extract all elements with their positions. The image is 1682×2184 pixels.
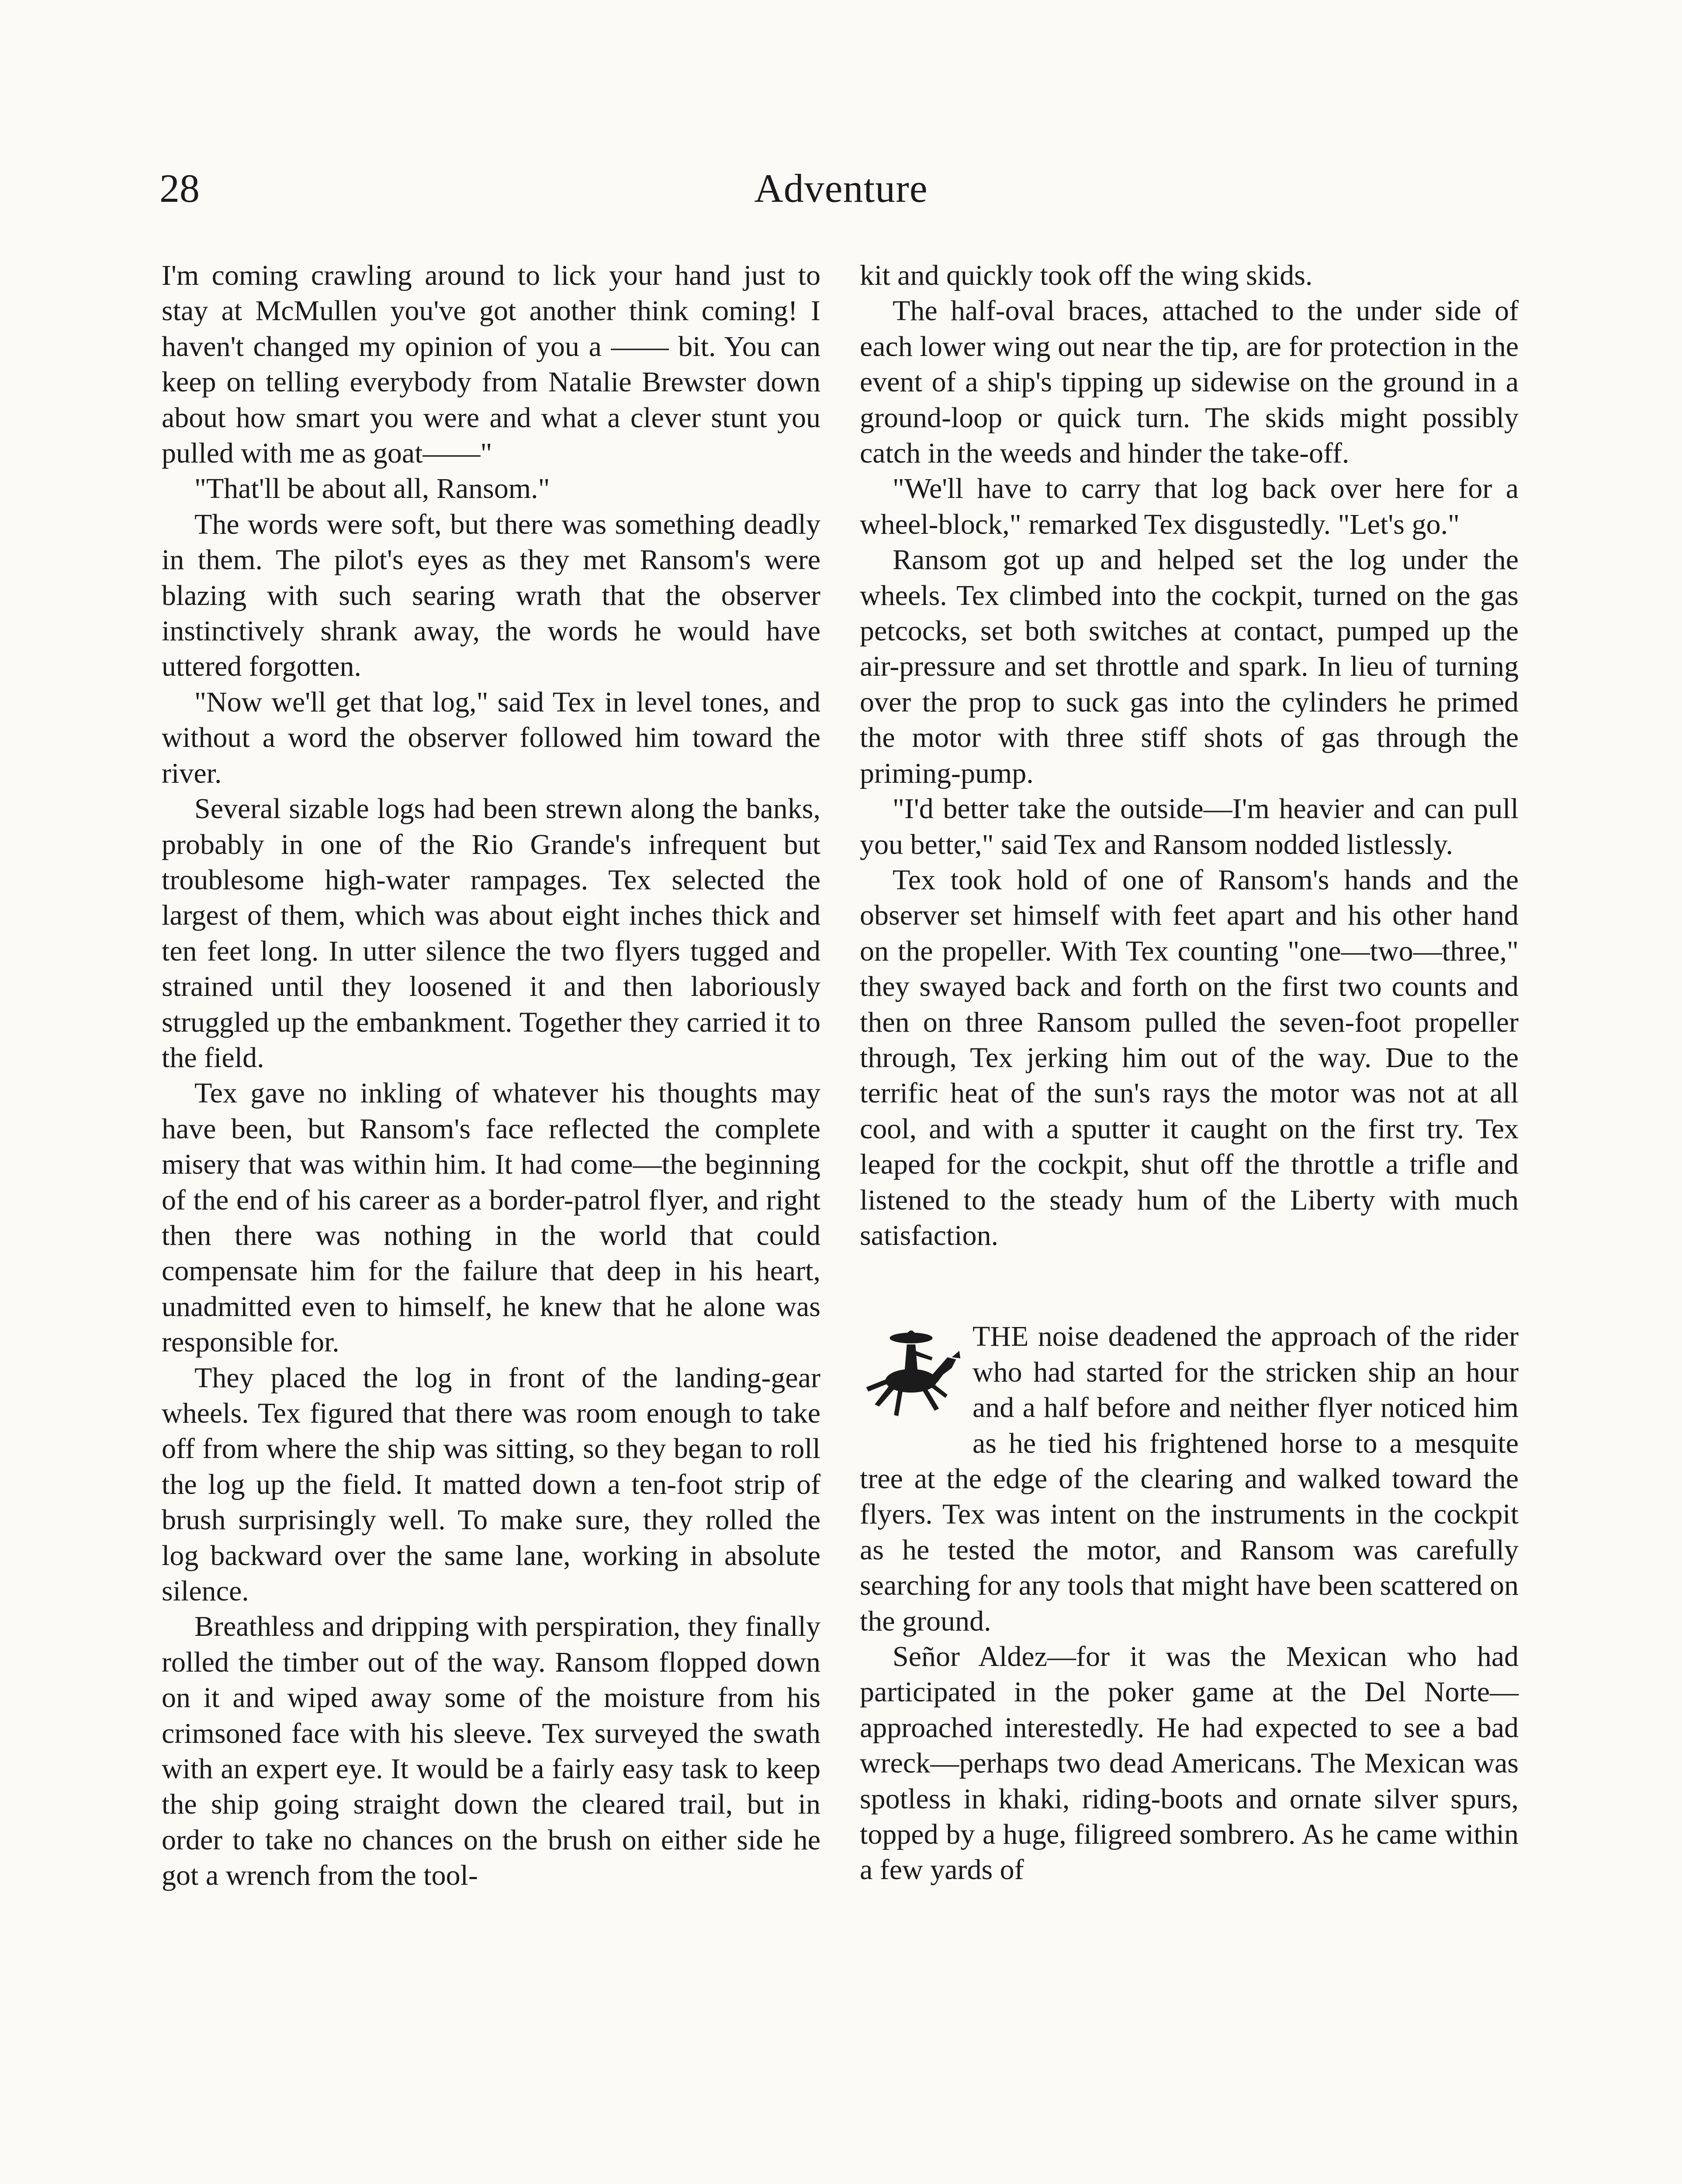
paragraph: Tex gave no inkling of whatever his thoughts may have been, but Ransom's face reflected the complete misery that was within him. It had come—the beginning of the end of his career as a border-patrol flyer, and right then there was nothing in the world that could compensate him for the failure that deep in his heart, unadmitted even to himself, he knew that he alone was responsible for.: [162, 1077, 820, 1358]
paragraph: kit and quickly took off the wing skids.: [860, 259, 1313, 291]
left-column: [162, 258, 820, 1894]
paragraph: Breathless and dripping with perspiration, they finally rolled the timber out of the way. Ransom flopped down on it and wiped away some of the moisture from his crimsoned face with his sleeve. Tex surveyed the swath with an expert eye. It would be a fairly easy task to keep the ship going straight down the cleared trail, but in order to take no chances on the brush on either side he got a wrench from the tool-: [162, 1610, 820, 1892]
horse-rider-vignette-icon: [858, 1319, 965, 1430]
section-break: [860, 1253, 1519, 1319]
paragraph: They placed the log in front of the landing-gear wheels. Tex figured that there was room enough to take off from where the ship was sitting, so they began to roll the log up the field. It matted down a ten-foot strip of brush surprisingly well. To make sure, they rolled the log backward over the same lane, working in absolute silence.: [162, 1362, 820, 1607]
paragraph: "That'll be about all, Ransom.": [194, 473, 550, 505]
paragraph: Señor Aldez—for it was the Mexican who had participated in the poker game at the Del Norte—approached interestedly. He had expected to see a bad wreck—perhaps two dead Americans. The Mexican was spotless in khaki, riding-boots and ornate silver spurs, topped by a huge, filigreed sombrero. As he came within a few yards of: [860, 1641, 1519, 1886]
right-column: [860, 258, 1519, 1888]
paragraph: Ransom got up and helped set the log under the wheels. Tex climbed into the cockpit, turned on the gas petcocks, set both switches at contact, pumped up the air-pressure and set throttle and spark. In lieu of turning over the prop to suck gas into the cylinders he primed the motor with three stiff shots of gas through the priming-pump.: [860, 544, 1519, 789]
paragraph: The half-oval braces, attached to the under side of each lower wing out near the tip, are for protection in the event of a ship's tipping up sidewise on the ground in a ground-loop or quick turn. The skids might possibly catch in the weeds and hinder the take-off.: [860, 295, 1519, 470]
paragraph: "I'd better take the outside—I'm heavier and can pull you better," said Tex and Ransom nodded listlessly.: [860, 793, 1519, 860]
paragraph: "We'll have to carry that log back over here for a wheel-block," remarked Tex disgustedly. "Let's go.": [860, 473, 1519, 540]
page-number: 28: [159, 166, 200, 211]
paragraph: Several sizable logs had been strewn along the banks, probably in one of the Rio Grande's infrequent but troublesome high-water rampages. Tex selected the largest of them, which was about eight inches thick and ten feet long. In utter silence the two flyers tugged and strained until they loosened it and then laboriously struggled up the embankment. Together they carried it to the field.: [162, 793, 820, 1074]
paragraph: "Now we'll get that log," said Tex in level tones, and without a word the observer followed him toward the river.: [162, 686, 820, 789]
paragraph: THE noise deadened the approach of the rider who had started for the stricken ship an hour and a half before and neither flyer noticed him as he tied his frightened horse to a mesquite tree at the edge of the clearing and walked toward the flyers. Tex was intent on the instruments in the cockpit as he tested the motor, and Ransom was carefully searching for any tools that might have been scattered on the ground.: [860, 1320, 1519, 1637]
paragraph: Tex took hold of one of Ransom's hands and the observer set himself with feet apart and his other hand on the propeller. With Tex counting "one—two—three," they swayed back and forth on the first two counts and then on three Ransom pulled the seven-foot propeller through, Tex jerking him out of the way. Due to the terrific heat of the sun's rays the motor was not at all cool, and with a sputter it caught on the first try. Tex leaped for the cockpit, shut off the throttle a trifle and listened to the steady hum of the Liberty with much satisfaction.: [860, 864, 1519, 1251]
paragraph: I'm coming crawling around to lick your hand just to stay at McMullen you've got another think coming! I haven't changed my opinion of you a —— bit. You can keep on telling everybody from Natalie Brewster down about how smart you were and what a clever stunt you pulled with me as goat——": [162, 259, 820, 470]
running-head: Adventure: [754, 166, 928, 211]
paragraph: The words were soft, but there was something deadly in them. The pilot's eyes as they met Ransom's were blazing with such searing wrath that the observer instinctively shrank away, the words he would have uttered forgotten.: [162, 508, 820, 683]
